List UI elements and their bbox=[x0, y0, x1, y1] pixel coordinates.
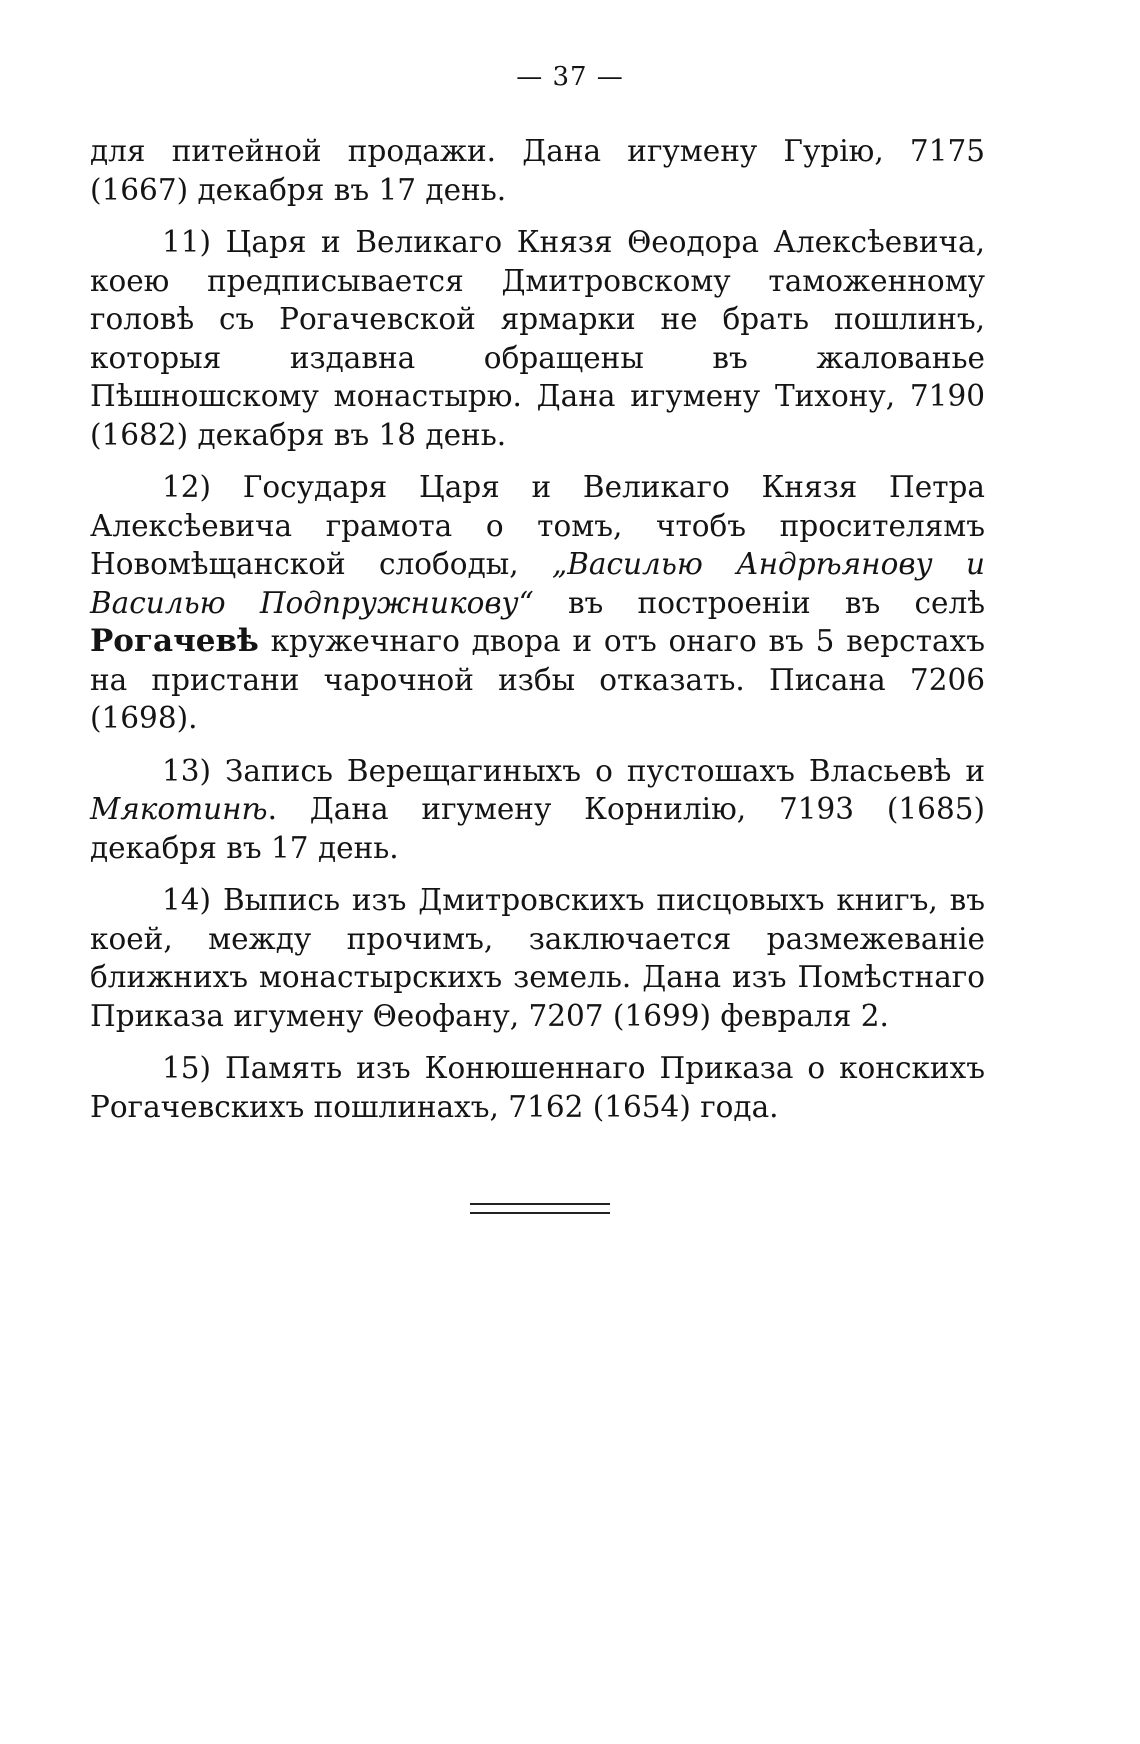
item-12-text-part3: кружечнаго двора и отъ онаго въ 5 верстахъ на пристани чарочной избы отказать. Писана 7206 (1698). bbox=[90, 624, 985, 735]
item-13-italic-place: Мякотинѣ bbox=[90, 792, 268, 826]
page-number: — 37 — bbox=[516, 62, 624, 92]
continuation-paragraph: для питейной продажи. Дана игумену Гурію, 7175 (1667) декабря въ 17 день. bbox=[90, 134, 985, 207]
list-item-15: 15) Память изъ Конюшеннаго Приказа о конскихъ Рогачевскихъ пошлинахъ, 7162 (1654) года. bbox=[90, 1051, 985, 1124]
item-13-text-part2: . Дана игумену Корнилію, 7193 (1685) декабря въ 17 день. bbox=[90, 792, 985, 865]
list-item-11: 11) Царя и Великаго Князя Θеодора Алексѣевича, коею предписывается Дмитровскому таможенному головѣ съ Рогачевской ярмарки не брать пошлинъ, которыя издавна обращены въ жалованье Пѣшношскому монастырю. Дана игумену Тихону, 7190 (1682) декабря въ 18 день. bbox=[90, 225, 985, 452]
list-item-12 bbox=[90, 468, 985, 738]
list-item-13 bbox=[90, 752, 985, 868]
item-12-text-part2: въ построеніи въ селѣ bbox=[533, 585, 985, 620]
item-12-italic-names: „Василью Андрѣянову и Василью Подпружникову“ bbox=[90, 547, 985, 620]
document-body bbox=[90, 132, 985, 1126]
end-rule-divider bbox=[470, 1203, 610, 1214]
list-item-14: 14) Выпись изъ Дмитровскихъ писцовыхъ книгъ, въ коей, между прочимъ, заключается размежеваніе ближнихъ монастырскихъ земель. Дана изъ Помѣстнаго Приказа игумену Θеофану, 7207 (1699) февраля 2. bbox=[90, 883, 985, 1033]
item-13-text-part1: 13) Запись Верещагиныхъ о пустошахъ Власьевѣ и bbox=[162, 753, 985, 788]
item-12-text-part1: 12) Государя Царя и Великаго Князя Петра Алексѣевича грамота о томъ, чтобъ просителямъ Новомѣщанской слободы, bbox=[90, 470, 985, 581]
item-12-bold-place: Рогачевѣ bbox=[90, 623, 259, 659]
